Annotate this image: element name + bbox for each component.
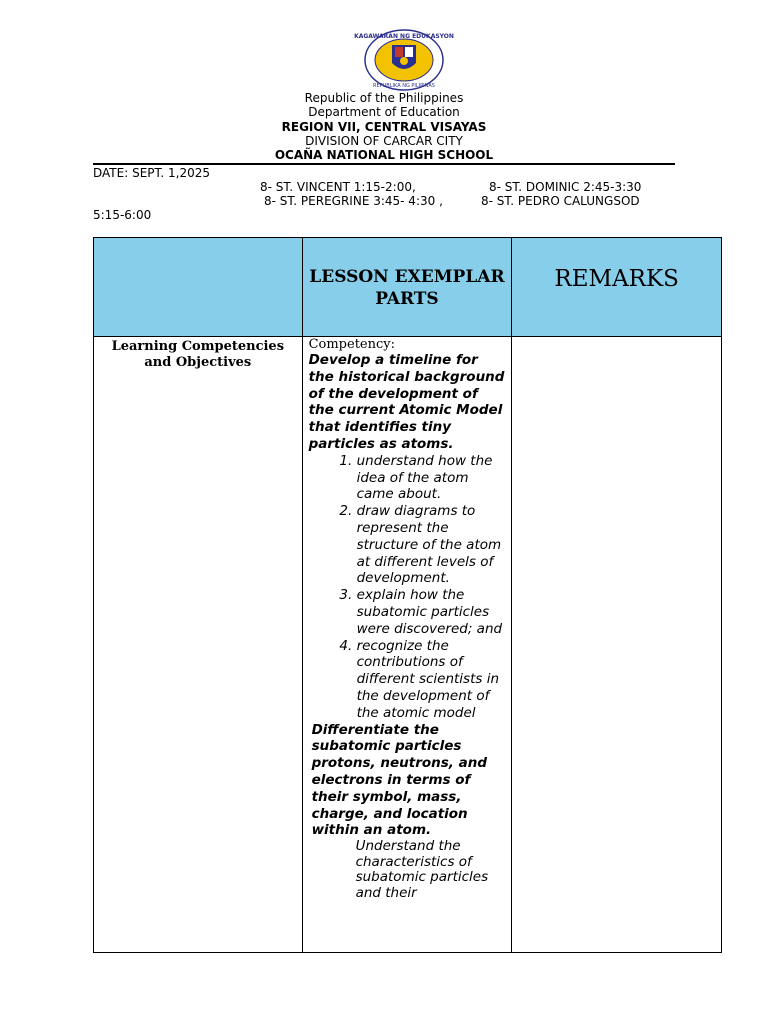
seal-text-top: KAGAWARAN NG EDUKASYON xyxy=(354,33,454,40)
header-department: Department of Education xyxy=(308,105,460,119)
header-school: OCAÑA NATIONAL HIGH SCHOOL xyxy=(274,148,494,162)
schedule-st-vincent: 8- ST. VINCENT 1:15-2:00, xyxy=(260,180,416,194)
header-region: REGION VII, CENTRAL VISAYAS xyxy=(281,120,487,134)
objective-item: 1. understand how the idea of the atom came about. xyxy=(357,453,506,503)
schedule-st-peregrine: 8- ST. PEREGRINE 3:45- 4:30 , xyxy=(264,194,443,208)
table-row-learning-competencies xyxy=(94,337,722,953)
header-country: Republic of the Philippines xyxy=(304,91,464,105)
schedule-continued-time: 5:15-6:00 xyxy=(93,208,152,222)
objective-item: 4. recognize the contributions of different scientists in the development of the atomic model xyxy=(357,638,506,722)
competency-subatomic-particles: Differentiate the subatomic particles protons, neutrons, and electrons in terms of their symbol, mass, charge, and location within an atom. xyxy=(311,721,487,839)
header-lesson-exemplar-parts: LESSON EXEMPLAR PARTS xyxy=(302,238,512,337)
lesson-date: DATE: SEPT. 1,2025 xyxy=(93,166,211,180)
schedule-st-dominic: 8- ST. DOMINIC 2:45-3:30 xyxy=(489,180,642,194)
objective-item: 3. explain how the subatomic particles were discovered; and xyxy=(357,587,506,637)
objectives-list xyxy=(309,453,506,722)
header-division: DIVISION OF CARCAR CITY xyxy=(305,134,463,148)
competency-label: Competency: xyxy=(308,337,395,352)
remarks-cell xyxy=(512,337,722,953)
header-cell-blank xyxy=(94,238,303,337)
seal-text-bottom: REPUBLIKA NG PILIPINAS xyxy=(373,83,435,89)
competency-timeline: Develop a timeline for the historical background of the development of the current Atomic Model that identifies tiny particles as atoms. xyxy=(308,352,505,452)
header-remarks: REMARKS xyxy=(512,238,722,337)
row-label-learning-competencies: Learning Competencies and Objectives xyxy=(94,337,303,953)
table-header-row xyxy=(94,238,722,337)
deped-seal-logo xyxy=(354,29,454,91)
objective-item: 2. draw diagrams to represent the structure of the atom at different levels of development. xyxy=(357,503,506,587)
competency-content-cell xyxy=(302,337,512,953)
schedule-st-pedro-calungsod: 8- ST. PEDRO CALUNGSOD xyxy=(481,194,640,208)
objective-subatomic-characteristics: Understand the characteristics of subatomic particles and their xyxy=(355,838,489,901)
lesson-exemplar-table xyxy=(93,237,722,953)
header-divider xyxy=(93,163,675,165)
